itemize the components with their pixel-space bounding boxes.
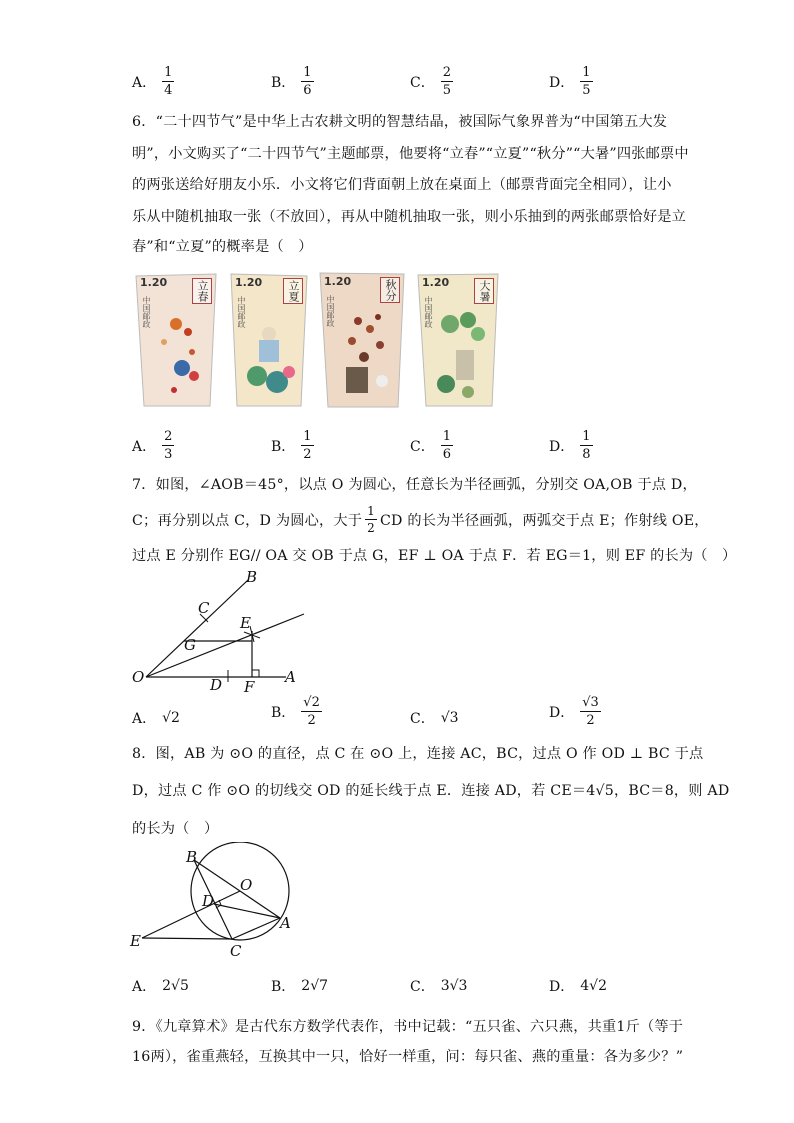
option-label: A． — [132, 711, 157, 727]
fraction: $\frac{1}{5}$ — [582, 65, 591, 98]
fraction: $\frac{2}{3}$ — [164, 429, 173, 462]
q5-option-c[interactable] — [410, 66, 453, 97]
label-g: G — [184, 636, 196, 654]
stamp-term: 立夏 — [283, 278, 303, 304]
option-label: D． — [549, 74, 575, 91]
stamp-post: 中国邮政 — [237, 296, 246, 328]
stamp-value: 1.20 — [422, 276, 450, 289]
q7-line-2b: CD 的长为半径画弧，两弧交于点 E；作射线 OE， — [380, 512, 709, 529]
fraction: $\frac{1}{6}$ — [303, 65, 312, 98]
q7-option-d[interactable] — [549, 696, 601, 727]
option-label: A． — [132, 979, 157, 995]
option-label: D． — [549, 438, 575, 455]
right-angle-mark — [252, 670, 259, 677]
q9-line-1: 9．《九章算术》是古代东方数学代表作，书中记载：“五只雀、六只燕，共重1斤（等于 — [132, 1019, 684, 1035]
stamp-lichun — [134, 272, 218, 408]
label-d: D — [210, 676, 223, 693]
q7-option-c[interactable] — [410, 703, 459, 733]
q6-line-2: 明”，小文购买了“二十四节气”主题邮票，他要将“立春”“立夏”“秋分”“大暑”四张邮票中 — [132, 146, 689, 162]
option-label: A． — [132, 74, 157, 91]
label-a: A — [280, 914, 291, 932]
option-label: C． — [410, 438, 435, 455]
option-value: √3 — [440, 710, 459, 726]
fraction-half: $\frac{1}{2}$ — [367, 504, 375, 535]
ray-ob — [146, 580, 248, 677]
fraction: $\frac{√3}{2}$ — [582, 695, 599, 728]
fraction: $\frac{1}{6}$ — [442, 429, 451, 462]
q6-option-d[interactable] — [549, 430, 593, 461]
stamp-post: 中国邮政 — [326, 295, 335, 327]
q8-option-c[interactable] — [410, 976, 467, 996]
q7-line-3: 过点 E 分别作 EG// OA 交 OB 于点 G，EF ⊥ OA 于点 F．若 EG＝1，则 EF 的长为（ ） — [132, 548, 737, 564]
q7-option-a[interactable] — [132, 703, 180, 733]
label-e: E — [130, 932, 141, 950]
tangent-ce — [142, 938, 232, 939]
q7-line-2a: C；再分别以点 C，D 为圆心，大于 — [132, 512, 363, 529]
q6-line-3: 的两张送给好朋友小乐．小文将它们背面朝上放在桌面上（邮票背面完全相同），让小 — [132, 177, 672, 193]
fraction: $\frac{1}{4}$ — [164, 65, 173, 98]
stamp-post: 中国邮政 — [142, 296, 151, 328]
stamp-term: 秋分 — [380, 277, 400, 303]
option-label: C． — [410, 979, 435, 995]
q8-line-3: 的长为（ ） — [132, 821, 219, 837]
option-value: 4√2 — [580, 978, 607, 994]
option-label: D． — [549, 979, 575, 995]
fraction: $\frac{1}{2}$ — [303, 429, 312, 462]
option-value: 2√5 — [162, 978, 189, 994]
q8-option-d[interactable] — [549, 976, 607, 996]
label-d: D — [202, 892, 215, 910]
q7-figure — [128, 568, 318, 693]
label-f: F — [244, 678, 255, 693]
stamp-post: 中国邮政 — [424, 296, 433, 328]
q5-option-a[interactable] — [132, 66, 174, 97]
label-b: B — [186, 848, 198, 866]
q7-option-b[interactable] — [271, 696, 322, 727]
label-c: C — [198, 599, 210, 617]
stamp-qiufen — [318, 271, 406, 409]
stamp-value: 1.20 — [235, 276, 263, 289]
option-label: B． — [271, 979, 296, 995]
option-label: B． — [271, 74, 296, 91]
option-label: A． — [132, 438, 157, 455]
q6-line-4: 乐从中随机抽取一张（不放回），再从中随机抽取一张，则小乐抽到的两张邮票恰好是立 — [132, 209, 687, 225]
option-label: B． — [271, 704, 296, 721]
stamp-lixia — [229, 272, 309, 408]
label-b: B — [246, 568, 258, 586]
q6-option-a[interactable] — [132, 430, 174, 461]
option-label: C． — [410, 74, 435, 91]
label-e: E — [240, 614, 251, 632]
option-label: D． — [549, 704, 575, 721]
label-o: O — [240, 876, 253, 894]
q7-line-1: 7．如图，∠AOB＝45°，以点 O 为圆心，任意长为半径画弧，分别交 OA,OB 于点 D， — [132, 477, 697, 493]
option-label: B． — [271, 438, 296, 455]
option-value: 3√3 — [440, 978, 468, 994]
chord-ac — [232, 918, 280, 939]
option-value: 2√7 — [301, 978, 329, 994]
q7-line-2 — [132, 505, 709, 534]
stamp-term: 立春 — [192, 278, 212, 304]
q6-line-5: 春”和“立夏”的概率是（ ） — [132, 239, 313, 255]
q8-line-1: 8．图，AB 为 ⊙O 的直径，点 C 在 ⊙O 上，连接 AC，BC，过点 O 作 OD ⊥ BC 于点 — [132, 746, 704, 762]
fraction: $\frac{1}{8}$ — [582, 429, 591, 462]
stamp-value: 1.20 — [324, 275, 352, 288]
stamp-dashu — [416, 272, 500, 408]
fraction: $\frac{√2}{2}$ — [303, 695, 320, 728]
q8-figure — [128, 842, 303, 962]
stamp-term: 大暑 — [474, 278, 494, 304]
label-o: O — [132, 668, 145, 686]
q8-option-a[interactable] — [132, 976, 189, 996]
label-a: A — [285, 668, 296, 686]
q5-option-b[interactable] — [271, 66, 314, 97]
option-label: C． — [410, 711, 435, 727]
label-c: C — [230, 942, 242, 960]
q9-line-2: 16两），雀重燕轻，互换其中一只，恰好一样重，问：每只雀、燕的重量：各为多少？” — [132, 1049, 684, 1065]
q6-option-c[interactable] — [410, 430, 453, 461]
option-value: √2 — [162, 710, 180, 726]
q5-option-d[interactable] — [549, 66, 593, 97]
q8-line-2: D，过点 C 作 ⊙O 的切线交 OD 的延长线于点 E．连接 AD，若 CE＝4√5，BC＝8，则 AD — [132, 783, 730, 799]
ray-oe — [146, 614, 304, 677]
q6-line-1: 6．“二十四节气”是中华上古农耕文明的智慧结晶，被国际气象界普为“中国第五大发 — [132, 114, 668, 130]
q6-option-b[interactable] — [271, 430, 314, 461]
q8-option-b[interactable] — [271, 976, 328, 996]
fraction: $\frac{2}{5}$ — [442, 65, 451, 98]
stamp-value: 1.20 — [140, 276, 168, 289]
